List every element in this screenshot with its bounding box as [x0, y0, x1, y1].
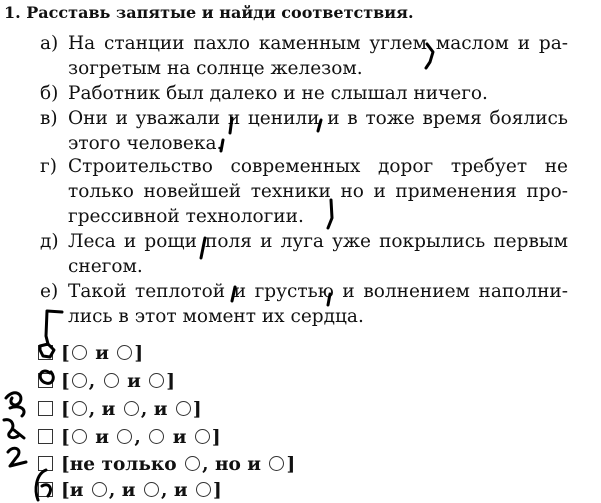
pattern-option: [ и ] — [38, 342, 143, 366]
pattern-option: [не только , но и ] — [38, 453, 295, 477]
pattern-option: [ , и ] — [38, 370, 175, 394]
answer-checkbox[interactable] — [38, 401, 53, 416]
comma-slot-icon — [72, 429, 87, 444]
sentence-line: зогретым на солнце железом. — [68, 57, 363, 79]
sentence-g — [40, 155, 568, 229]
comma-slot-icon — [196, 482, 211, 497]
sentence-line: Они и уважали и ценили и в тоже время боялись — [68, 108, 568, 129]
sentence-b — [40, 82, 568, 107]
sentence-letter: д) — [40, 231, 59, 252]
sentence-letter: в) — [40, 108, 58, 129]
task-title: 1. Расставь запятые и найди соответствия. — [4, 3, 414, 22]
comma-slot-icon — [144, 482, 159, 497]
sentence-a — [40, 32, 568, 82]
handwritten-mark — [6, 393, 24, 416]
comma-slot-icon — [72, 373, 87, 388]
sentence-line: грессивной технологии. — [68, 205, 304, 227]
handwritten-mark — [8, 448, 26, 466]
comma-slot-icon — [124, 401, 139, 416]
pattern-option: [ и , и ] — [38, 426, 221, 450]
handwritten-mark — [4, 420, 24, 438]
sentence-line: Леса и рощи поля и луга уже покрылись первым — [68, 231, 568, 252]
comma-slot-icon — [269, 456, 284, 471]
sentence-line: этого человека. — [68, 132, 223, 154]
pattern-option: [и , и , и ] — [38, 479, 222, 503]
sentence-line: На станции пахло каменным углем маслом и ра- — [68, 33, 568, 54]
comma-slot-icon — [92, 482, 107, 497]
sentence-letter: а) — [40, 33, 59, 54]
comma-slot-icon — [185, 456, 200, 471]
answer-checkbox[interactable] — [38, 482, 53, 497]
sentence-line: Работник был далеко и не слышал ничего. — [68, 83, 488, 104]
comma-slot-icon — [117, 429, 132, 444]
sentence-line: лись в этот момент их сердца. — [68, 305, 364, 327]
sentence-v — [40, 107, 568, 157]
sentence-letter: е) — [40, 281, 59, 302]
pattern-option: [ , и , и ] — [38, 398, 202, 422]
answer-checkbox[interactable] — [38, 429, 53, 444]
sentence-line: снегом. — [68, 255, 143, 277]
comma-slot-icon — [104, 373, 119, 388]
comma-slot-icon — [72, 345, 87, 360]
comma-slot-icon — [72, 401, 87, 416]
sentence-letter: г) — [40, 156, 57, 177]
comma-slot-icon — [149, 429, 164, 444]
answer-checkbox[interactable] — [38, 456, 53, 471]
sentence-line: только новейшей техники но и применения про- — [68, 180, 568, 202]
answer-checkbox[interactable] — [38, 345, 53, 360]
comma-slot-icon — [195, 429, 210, 444]
sentence-e — [40, 280, 568, 330]
comma-slot-icon — [149, 373, 164, 388]
sentence-d — [40, 230, 568, 280]
comma-slot-icon — [176, 401, 191, 416]
sentence-line: Строительство современных дорог требует не — [68, 156, 568, 177]
answer-checkbox[interactable] — [38, 373, 53, 388]
sentence-line: Такой теплотой и грустью и волнением наполни- — [68, 281, 568, 302]
sentence-letter: б) — [40, 83, 59, 104]
comma-slot-icon — [117, 345, 132, 360]
